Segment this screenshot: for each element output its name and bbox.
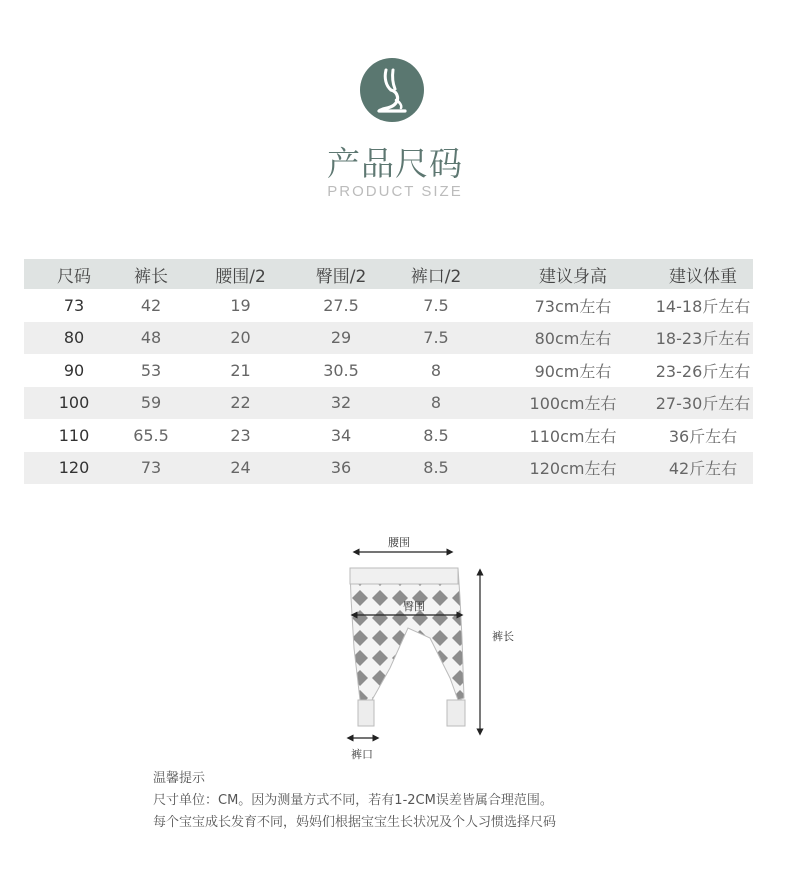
- header-cuff: 裤口/2: [410, 266, 462, 287]
- cell-weight: 36斤左右: [668, 426, 738, 446]
- table-row: [24, 452, 753, 485]
- cell-size: 73: [63, 295, 85, 315]
- tips-heading: 温馨提示: [153, 771, 206, 786]
- cell-length: 42: [140, 295, 162, 315]
- cell-cuff: 8.5: [423, 458, 449, 478]
- tips-section: [153, 768, 556, 834]
- cell-hip: 29: [330, 328, 352, 348]
- table-row: [24, 419, 753, 452]
- length-label: 裤长: [492, 630, 514, 643]
- cell-weight: 18-23斤左右: [655, 329, 751, 349]
- table-header-row: [24, 259, 753, 289]
- cell-weight: 23-26斤左右: [655, 361, 751, 381]
- cuff-label: 裤口: [351, 748, 373, 761]
- cell-size: 100: [58, 393, 90, 413]
- table-row: [24, 387, 753, 420]
- cell-waist: 23: [230, 425, 251, 445]
- header-size: 尺码: [57, 266, 91, 287]
- cell-length: 59: [140, 393, 162, 413]
- cell-size: 80: [63, 328, 85, 348]
- page-title: 产品尺码: [327, 144, 463, 183]
- cell-length: 73: [140, 458, 162, 478]
- cell-hip: 27.5: [323, 295, 359, 315]
- cell-size: 120: [58, 458, 90, 478]
- table-row: [24, 322, 753, 355]
- cell-size: 90: [63, 360, 85, 380]
- rabbit-logo-icon: [360, 58, 424, 122]
- cell-hip: 36: [330, 458, 352, 478]
- cell-waist: 24: [230, 458, 251, 478]
- cell-hip: 30.5: [323, 360, 359, 380]
- cell-waist: 21: [230, 360, 251, 380]
- hip-label: 臀围: [403, 600, 425, 613]
- waist-label: 腰围: [388, 536, 410, 549]
- page-subtitle: PRODUCT SIZE: [327, 183, 463, 200]
- cell-height: 100cm左右: [529, 394, 617, 414]
- cell-cuff: 8: [430, 393, 442, 413]
- header-hip: 臀围/2: [315, 266, 367, 287]
- cell-waist: 19: [230, 295, 251, 315]
- cell-height: 110cm左右: [529, 426, 617, 446]
- cell-length: 53: [140, 360, 162, 380]
- cell-size: 110: [58, 425, 90, 445]
- pants-illustration: [330, 528, 530, 768]
- tips-line-1: 尺寸单位：CM。因为测量方式不同，若有1-2CM误差皆属合理范围。: [153, 793, 553, 808]
- cell-hip: 34: [330, 425, 352, 445]
- cell-waist: 22: [230, 393, 251, 413]
- cell-cuff: 7.5: [423, 295, 449, 315]
- cell-cuff: 8: [430, 360, 442, 380]
- cell-height: 80cm左右: [534, 329, 612, 349]
- tips-line-2: 每个宝宝成长发育不同，妈妈们根据宝宝生长状况及个人习惯选择尺码: [153, 815, 557, 830]
- cell-hip: 32: [330, 393, 352, 413]
- table-row: [24, 354, 753, 387]
- header-weight: 建议体重: [669, 266, 737, 287]
- brand-logo: [360, 58, 424, 122]
- cell-height: 120cm左右: [529, 459, 617, 479]
- header-waist: 腰围/2: [215, 266, 266, 287]
- table-row: [24, 289, 753, 322]
- cell-weight: 42斤左右: [668, 459, 738, 479]
- header-length: 裤长: [134, 266, 168, 287]
- cell-cuff: 8.5: [423, 425, 449, 445]
- pants-measurement-diagram: [330, 528, 530, 768]
- header-height: 建议身高: [539, 266, 607, 287]
- cell-height: 90cm左右: [534, 361, 612, 381]
- size-table: [24, 259, 753, 484]
- cell-weight: 27-30斤左右: [655, 394, 751, 414]
- cell-weight: 14-18斤左右: [655, 296, 751, 316]
- cell-length: 48: [140, 328, 162, 348]
- cell-length: 65.5: [133, 425, 169, 445]
- cell-cuff: 7.5: [423, 328, 449, 348]
- cell-height: 73cm左右: [534, 296, 612, 316]
- cell-waist: 20: [230, 328, 251, 348]
